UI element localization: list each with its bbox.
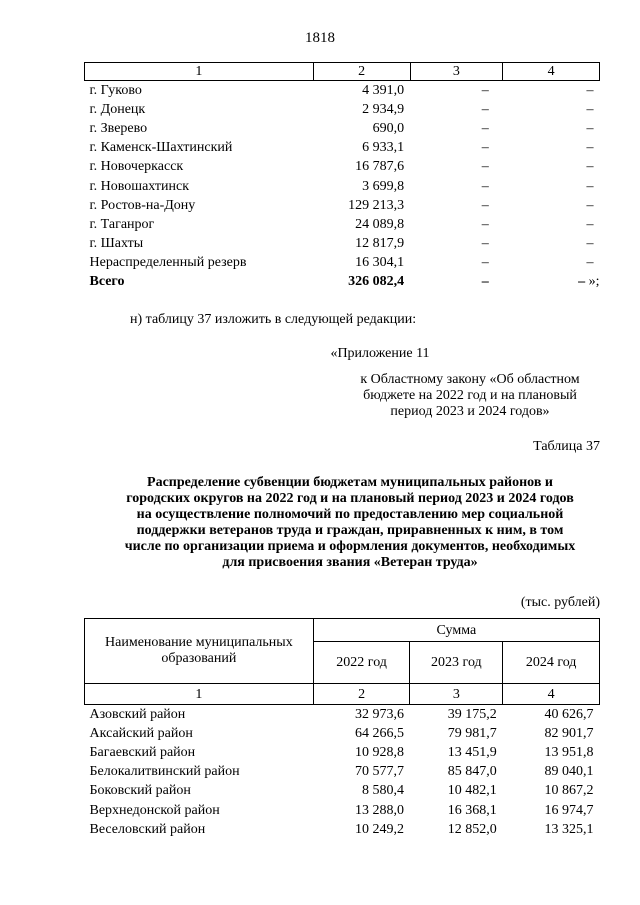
header-year-cell: 2023 год [410, 642, 503, 684]
cell-value: – [481, 83, 489, 99]
cell-value: – [586, 178, 594, 194]
law-line: к Областному закону «Об областном [360, 372, 580, 387]
cell-name: г. Шахты [89, 235, 144, 251]
cell-value: 2 934,9 [362, 102, 405, 118]
amendment-paragraph: н) таблицу 37 изложить в следующей редакции: [130, 312, 417, 327]
cell-name: Верхнедонской район [89, 802, 220, 818]
cell-value: – [586, 83, 594, 99]
table-continuation [84, 62, 600, 291]
table-label: Таблица 37 [533, 439, 600, 454]
cell-value: 16 787,6 [355, 159, 405, 175]
header-cell: 4 [503, 63, 600, 81]
cell-value: – [586, 235, 594, 251]
table-row [85, 724, 600, 743]
cell-value: 16 368,1 [447, 802, 497, 818]
total-label: Всего [89, 273, 125, 289]
cell-value: 89 040,1 [544, 764, 594, 780]
header-line: образований [161, 651, 237, 666]
units-label: (тыс. рублей) [520, 595, 600, 610]
cell-value: – [481, 216, 489, 232]
cell-value: 64 266,5 [354, 726, 404, 742]
cell-value: 3 699,8 [362, 178, 405, 194]
cell-value: 10 482,1 [447, 783, 497, 799]
cell-value: 12 817,9 [355, 235, 405, 251]
header-cell: 3 [410, 63, 503, 81]
cell-name: Аксайский район [89, 726, 193, 742]
table-row [85, 820, 600, 839]
cell-name: Веселовский район [89, 821, 206, 837]
table-row [85, 800, 600, 819]
law-line: бюджете на 2022 год и на плановый [363, 388, 577, 403]
cell-value: – [586, 197, 594, 213]
index-cell: 3 [410, 684, 503, 705]
table-row [85, 234, 600, 253]
header-year-cell: 2022 год [313, 642, 410, 684]
cell-value: 10 867,2 [544, 783, 594, 799]
title-line: на осуществление полномочий по предоставлению мер социальной [136, 507, 564, 522]
table-row [85, 196, 600, 215]
header-sum-cell: Сумма [313, 619, 599, 642]
header-cell: 2 [313, 63, 410, 81]
cell-value: 13 325,1 [544, 821, 594, 837]
cell-value: – [586, 216, 594, 232]
cell-name: Багаевский район [89, 745, 196, 761]
cell-value: 129 213,3 [348, 197, 405, 213]
table-row [85, 253, 600, 272]
title-line: Распределение субвенции бюджетам муниципальных районов и [147, 475, 553, 490]
cell-value: 12 852,0 [447, 821, 497, 837]
index-cell: 4 [503, 684, 600, 705]
title-line: для присвоения звания «Ветеран труда» [222, 555, 478, 570]
cell-value: – [481, 140, 489, 156]
cell-value: 24 089,8 [355, 216, 405, 232]
cell-value: – [481, 197, 489, 213]
header-cell: 1 [85, 63, 314, 81]
table-header-row [85, 619, 600, 642]
table-row [85, 138, 600, 157]
subvention-table [84, 618, 600, 839]
cell-name: г. Донецк [89, 102, 146, 118]
cell-value: 39 175,2 [447, 707, 497, 723]
cell-value: 82 901,7 [544, 726, 594, 742]
cell-value: 10 249,2 [354, 821, 404, 837]
cell-value: 13 288,0 [354, 802, 404, 818]
cell-name: г. Каменск-Шахтинский [89, 140, 233, 156]
title-line: городских округов на 2022 год и на плановый период 2023 и 2024 годов [126, 491, 574, 506]
cell-value: 70 577,7 [354, 764, 404, 780]
cell-value: – [586, 159, 594, 175]
cell-value: 79 981,7 [447, 726, 497, 742]
cell-value: 4 391,0 [362, 83, 405, 99]
table-row [85, 100, 600, 119]
cell-value: – [586, 121, 594, 137]
cell-name: г. Таганрог [89, 216, 155, 232]
cell-name: Азовский район [89, 707, 186, 723]
cell-name: Нераспределенный резерв [89, 254, 247, 270]
table-row [85, 119, 600, 138]
cell-value: 8 580,4 [361, 783, 404, 799]
cell-value: – [586, 102, 594, 118]
law-line: период 2023 и 2024 годов» [390, 404, 550, 419]
index-cell: 1 [85, 684, 314, 705]
appendix-heading: «Приложение 11 [330, 346, 430, 361]
cell-name: г. Новошахтинск [89, 178, 190, 194]
cell-value: 10 928,8 [354, 745, 404, 761]
total-row [85, 272, 600, 291]
table-row [85, 157, 600, 176]
header-year-cell: 2024 год [503, 642, 600, 684]
cell-value: 16 304,1 [355, 254, 405, 270]
title-line: числе по организации приема и оформления документов, необходимых [124, 539, 576, 554]
cell-value: 85 847,0 [447, 764, 497, 780]
table-index-row [85, 684, 600, 705]
cell-value: 690,0 [372, 121, 405, 137]
cell-value: 13 951,8 [544, 745, 594, 761]
cell-value: 16 974,7 [544, 802, 594, 818]
table-row [85, 176, 600, 195]
page-number: 1818 [305, 30, 335, 46]
cell-name: Боковский район [89, 783, 191, 799]
cell-name: г. Новочеркасск [89, 159, 184, 175]
cell-name: г. Зверево [89, 121, 148, 137]
cell-name: г. Ростов-на-Дону [89, 197, 196, 213]
cell-value: – [481, 102, 489, 118]
cell-value: – [586, 254, 594, 270]
cell-value: 13 451,9 [447, 745, 497, 761]
table-row [85, 705, 600, 725]
cell-value: – [481, 254, 489, 270]
total-value: 326 082,4 [348, 273, 405, 289]
table-row [85, 762, 600, 781]
table-row [85, 81, 600, 101]
index-cell: 2 [313, 684, 410, 705]
header-name-cell [85, 619, 314, 684]
table-row [85, 215, 600, 234]
table-row [85, 781, 600, 800]
cell-value: – [481, 159, 489, 175]
cell-value: – [481, 235, 489, 251]
total-value: – »; [578, 273, 600, 289]
cell-value: 6 933,1 [362, 140, 405, 156]
header-line: Наименование муниципальных [105, 635, 293, 650]
title-line: поддержки ветеранов труда и граждан, приравненных к ним, в том [136, 523, 564, 538]
table-row [85, 743, 600, 762]
document-title [92, 475, 608, 571]
cell-value: 40 626,7 [544, 707, 594, 723]
table-header-row [85, 63, 600, 81]
law-reference [340, 372, 600, 420]
cell-value: – [586, 140, 594, 156]
cell-name: г. Гуково [89, 83, 142, 99]
total-value: – [481, 273, 489, 289]
cell-name: Белокалитвинский район [89, 764, 240, 780]
cell-value: – [481, 178, 489, 194]
cell-value: – [481, 121, 489, 137]
cell-value: 32 973,6 [354, 707, 404, 723]
